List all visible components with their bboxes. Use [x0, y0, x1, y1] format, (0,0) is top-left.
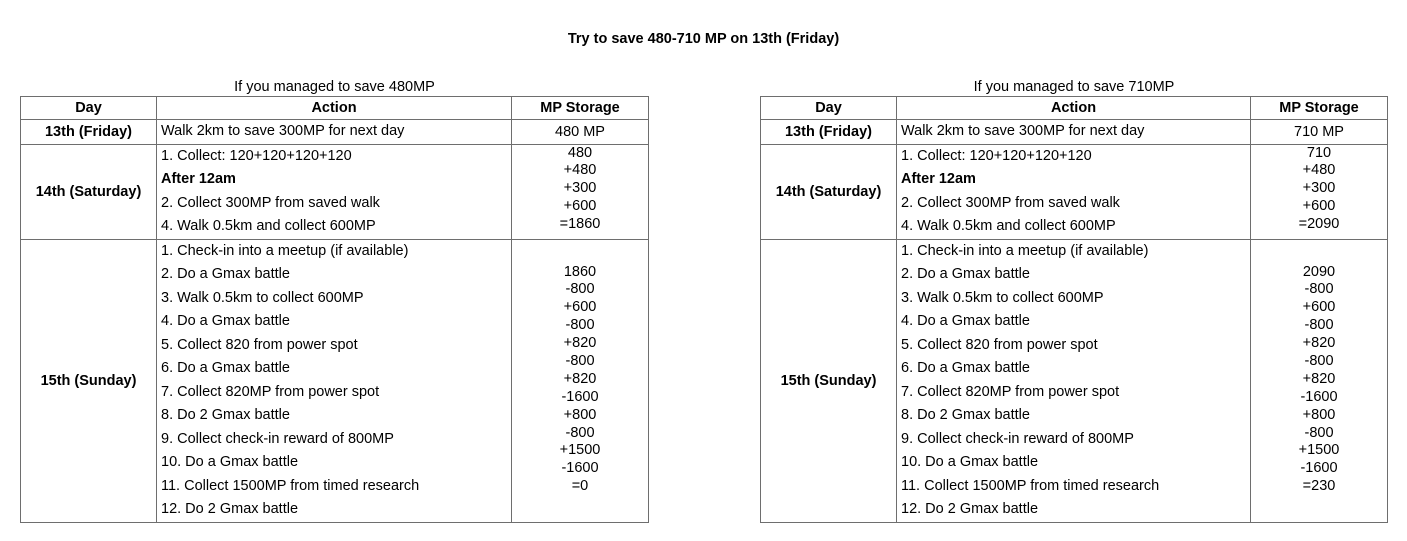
action-item: 10. Do a Gmax battle: [161, 454, 299, 470]
mp-value: +820: [1302, 335, 1336, 352]
page-title: Try to save 480-710 MP on 13th (Friday): [567, 31, 840, 47]
mp-value: +820: [1302, 370, 1336, 387]
mp-value: -800: [565, 317, 595, 334]
mp-value: -1600: [1300, 388, 1338, 405]
row-14th: [21, 144, 649, 239]
action-item: 2. Do a Gmax battle: [161, 266, 290, 282]
mp-value: +300: [1302, 180, 1336, 197]
plan-480mp: [20, 78, 649, 523]
action-item: 1. Collect: 120+120+120+120: [161, 147, 352, 164]
header-row: [21, 97, 649, 120]
action-item: 2. Collect 300MP from saved walk: [901, 194, 1120, 211]
mp-value: -800: [1304, 352, 1334, 369]
action-item: 4. Walk 0.5km and collect 600MP: [161, 218, 376, 234]
mp-value: -800: [1304, 281, 1334, 298]
action-item: 6. Do a Gmax battle: [901, 360, 1030, 376]
mp-value: =0: [571, 478, 589, 495]
action-cell: [157, 144, 512, 239]
mp-value: +600: [1302, 299, 1336, 316]
mp-header: MP Storage: [512, 97, 649, 120]
plan-caption: If you managed to save 480MP: [234, 79, 435, 95]
action-item: 9. Collect check-in reward of 800MP: [901, 430, 1134, 447]
mp-value: -800: [565, 281, 595, 298]
action-item: Walk 2km to save 300MP for next day: [901, 123, 1145, 139]
action-item: 1. Check-in into a meetup (if available): [161, 242, 409, 259]
mp-value: =1860: [559, 216, 601, 233]
mp-value: -1600: [561, 460, 599, 477]
day-header: Day: [761, 97, 897, 120]
row-13th: [761, 120, 1388, 145]
action-cell: [897, 120, 1251, 145]
plan-table: [760, 96, 1388, 523]
action-item: 2. Do a Gmax battle: [901, 266, 1030, 282]
action-item: 6. Do a Gmax battle: [161, 360, 290, 376]
mp-value: 1860: [563, 263, 597, 280]
action-item: 7. Collect 820MP from power spot: [161, 383, 380, 400]
action-header: Action: [897, 97, 1251, 120]
mp-value: -1600: [1300, 460, 1338, 477]
action-cell: [157, 239, 512, 522]
mp-value: +600: [1302, 198, 1336, 215]
mp-value: -800: [1304, 424, 1334, 441]
action-item: 8. Do 2 Gmax battle: [901, 407, 1030, 423]
action-item: After 12am: [901, 171, 976, 187]
mp-value: +600: [563, 198, 597, 215]
action-item: 11. Collect 1500MP from timed research: [161, 477, 420, 494]
action-item: 5. Collect 820 from power spot: [161, 336, 358, 353]
day-cell: 13th (Friday): [21, 120, 157, 145]
mp-value: -800: [565, 352, 595, 369]
row-15th: [761, 239, 1388, 522]
mp-value: +1500: [559, 442, 601, 459]
mp-value: +300: [563, 180, 597, 197]
action-item: 1. Collect: 120+120+120+120: [901, 147, 1092, 164]
mp-value: -800: [1304, 317, 1334, 334]
mp-value: +820: [563, 370, 597, 387]
day-cell: 13th (Friday): [761, 120, 897, 145]
mp-cell: [1251, 144, 1388, 239]
mp-value: +480: [563, 162, 597, 179]
mp-value: +600: [563, 299, 597, 316]
action-item: Walk 2km to save 300MP for next day: [161, 123, 405, 139]
action-item: 3. Walk 0.5km to collect 600MP: [901, 289, 1104, 306]
mp-cell: [512, 144, 649, 239]
action-item: 5. Collect 820 from power spot: [901, 336, 1098, 353]
action-item: 10. Do a Gmax battle: [901, 454, 1039, 470]
action-item: After 12am: [161, 171, 236, 187]
mp-value: =230: [1302, 478, 1336, 495]
action-cell: [897, 144, 1251, 239]
mp-cell: [1251, 239, 1388, 522]
mp-value: 710: [1306, 144, 1332, 161]
action-item: 8. Do 2 Gmax battle: [161, 407, 290, 423]
action-item: 4. Do a Gmax battle: [161, 313, 290, 329]
day-header: Day: [21, 97, 157, 120]
day-cell: 14th (Saturday): [21, 144, 157, 239]
action-item: 1. Check-in into a meetup (if available): [901, 242, 1149, 259]
row-15th: [21, 239, 649, 522]
mp-value: 480: [567, 144, 593, 161]
mp-cell: [512, 239, 649, 522]
action-item: 12. Do 2 Gmax battle: [901, 501, 1039, 517]
action-cell: [157, 120, 512, 145]
action-item: 9. Collect check-in reward of 800MP: [161, 430, 394, 447]
action-item: 2. Collect 300MP from saved walk: [161, 194, 380, 211]
plan-710mp: [760, 78, 1388, 523]
day-cell: 14th (Saturday): [761, 144, 897, 239]
action-item: 4. Do a Gmax battle: [901, 313, 1030, 329]
plan-table: [20, 96, 649, 523]
row-13th: [21, 120, 649, 145]
mp-value: -800: [565, 424, 595, 441]
action-cell: [897, 239, 1251, 522]
mp-cell: 710 MP: [1251, 120, 1388, 145]
mp-cell: 480 MP: [512, 120, 649, 145]
day-cell: 15th (Sunday): [761, 239, 897, 522]
day-cell: 15th (Sunday): [21, 239, 157, 522]
action-header: Action: [157, 97, 512, 120]
action-item: 11. Collect 1500MP from timed research: [901, 477, 1160, 494]
mp-value: +800: [563, 406, 597, 423]
plan-caption: If you managed to save 710MP: [973, 79, 1175, 95]
action-item: 4. Walk 0.5km and collect 600MP: [901, 218, 1116, 234]
action-item: 7. Collect 820MP from power spot: [901, 383, 1120, 400]
mp-value: +1500: [1298, 442, 1340, 459]
mp-value: 2090: [1302, 263, 1336, 280]
header-row: [761, 97, 1388, 120]
action-item: 12. Do 2 Gmax battle: [161, 501, 299, 517]
mp-value: +800: [1302, 406, 1336, 423]
action-item: 3. Walk 0.5km to collect 600MP: [161, 289, 364, 306]
row-14th: [761, 144, 1388, 239]
mp-header: MP Storage: [1251, 97, 1388, 120]
mp-value: +820: [563, 335, 597, 352]
mp-value: =2090: [1298, 216, 1340, 233]
mp-value: +480: [1302, 162, 1336, 179]
mp-value: -1600: [561, 388, 599, 405]
